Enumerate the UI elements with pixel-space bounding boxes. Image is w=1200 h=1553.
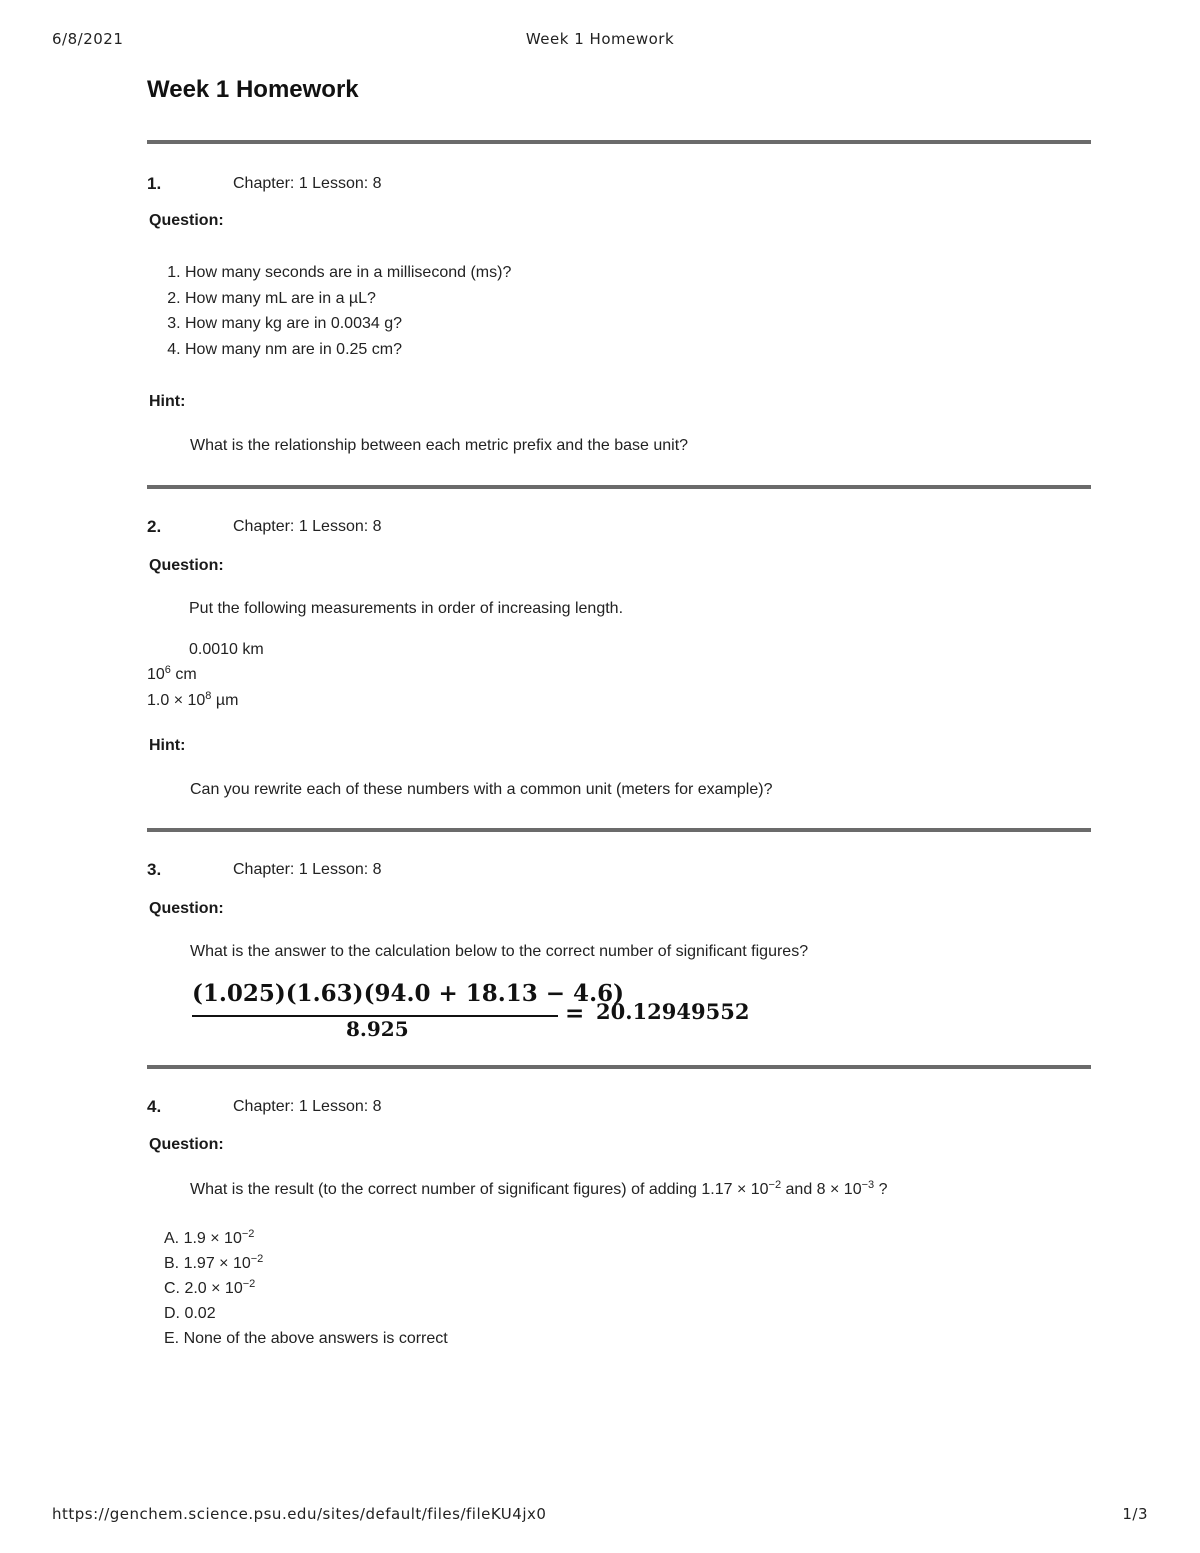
question-label: Question: [149,900,224,917]
hint-text: Can you rewrite each of these numbers with a common unit (meters for example)? [190,781,773,798]
question-number: 3. [147,860,162,879]
question-number: 4. [147,1097,162,1116]
print-date: 6/8/2021 [52,30,124,48]
hint-label: Hint: [149,393,186,410]
question-label: Question: [149,1136,224,1153]
measurement-3: $1.0 \times 10^8$ µm [147,690,239,709]
chapter-lesson: Chapter: 1 Lesson: 8 [233,861,382,878]
print-header-title: Week 1 Homework [525,30,675,48]
formula-result: 20.12949552 [596,999,750,1024]
list-item: 1. How many seconds are in a millisecond (ms)? [185,262,511,288]
question-prompt: Put the following measurements in order of increasing length. [189,600,624,617]
question-label: Question: [149,212,224,229]
list-item: 3. How many kg are in 0.0034 g? [185,313,511,339]
chapter-lesson: Chapter: 1 Lesson: 8 [233,1098,382,1115]
question-label: Question: [149,557,224,574]
page-title: Week 1 Homework [147,76,359,103]
print-url: https://genchem.science.psu.edu/sites/default/files/fileKU4jx0 [52,1505,547,1523]
hint-label: Hint: [149,737,186,754]
chapter-lesson: Chapter: 1 Lesson: 8 [233,518,382,535]
question-prompt: What is the result (to the correct number of significant figures) of adding $1.17 \times 10^{-2}$ and $8 \times 10^{-3}$ ? [190,1179,888,1198]
formula-numerator: (1.025)(1.63)(94.0 + 18.13 − 4.6) [192,980,624,1007]
divider [147,140,1091,144]
question-number: 2. [147,517,162,536]
measurement-1: 0.0010 km [189,641,264,658]
equals-sign: = [565,1000,585,1027]
list-item: 2. How many mL are in a µL? [185,288,511,314]
chapter-lesson: Chapter: 1 Lesson: 8 [233,175,382,192]
choice-b: B. $1.97 \times 10^{-2}$ [164,1253,264,1272]
choice-c: C. $2.0 \times 10^{-2}$ [164,1278,256,1297]
formula-denominator: 8.925 [346,1017,409,1041]
choice-e: E. None of the above answers is correct [164,1330,448,1347]
measurement-2: $10^6$ cm [147,664,197,683]
page-number: 1/3 [1122,1505,1148,1523]
choice-a: A. $1.9 \times 10^{-2}$ [164,1228,255,1247]
choice-d: D. 0.02 [164,1305,216,1322]
list-item: 4. How many nm are in 0.25 cm? [185,339,511,365]
question-prompt: What is the answer to the calculation below to the correct number of significant figures? [190,943,809,960]
divider [147,1065,1091,1069]
question-list [147,262,511,364]
answer-choices [164,1228,448,1353]
divider [147,828,1091,832]
question-number: 1. [147,174,162,193]
hint-text: What is the relationship between each metric prefix and the base unit? [190,437,689,454]
divider [147,485,1091,489]
